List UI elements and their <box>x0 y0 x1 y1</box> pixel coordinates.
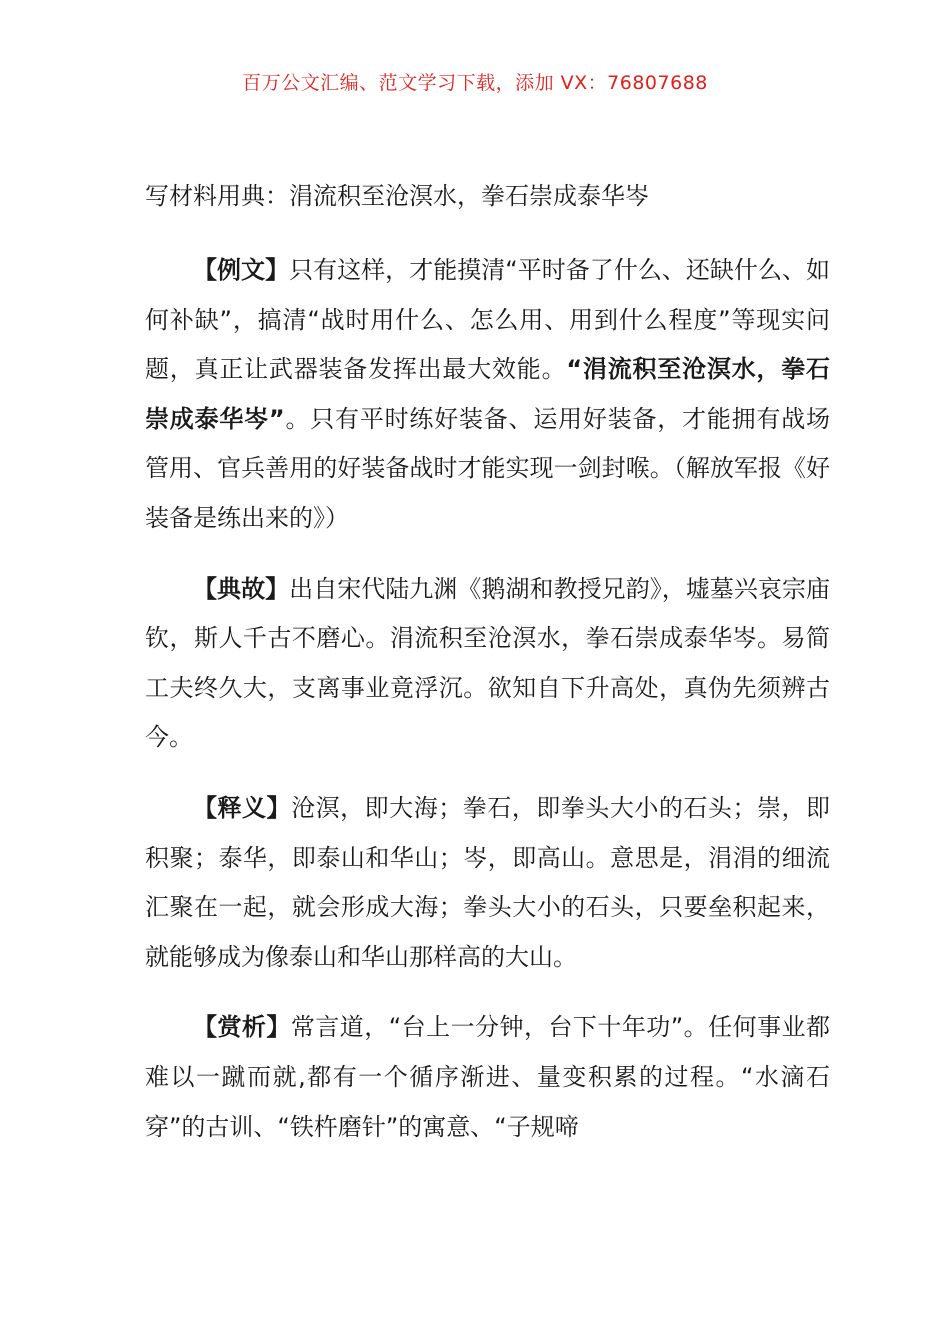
example-quote: “涓流积至沧溟水，拳石崇成泰华岑” <box>145 355 830 433</box>
meaning-text: 沧溟，即大海；拳石，即拳头大小的石头；崇，即积聚；泰华，即泰山和华山；岑，即高山。意思是，涓涓的细流汇聚在一起，就会形成大海；拳头大小的石头，只要垒积起来，就能够成为像泰山和华山那样高的大山。 <box>145 793 831 971</box>
document-body <box>145 176 830 1173</box>
example-paragraph <box>145 246 830 544</box>
meaning-tag: 【释义】 <box>193 793 292 822</box>
allusion-text: 出自宋代陆九渊《鹅湖和教授兄韵》，墟墓兴哀宗庙钦，斯人千古不磨心。涓流积至沧溟水，拳石崇成泰华岑。易简工夫终久大，支离事业竟浮沉。欲知自下升高处，真伪先须辨古今。 <box>145 574 831 752</box>
watermark-header: 百万公文汇编、范文学习下载，添加 VX：76807688 <box>242 72 708 94</box>
allusion-paragraph <box>145 565 830 763</box>
appreciation-paragraph <box>145 1003 830 1152</box>
example-text-post: 。只有平时练好装备、运用好装备，才能拥有战场管用、官兵善用的好装备战时才能实现一剑封喉。（解放军报《好装备是练出来的》） <box>145 404 830 532</box>
example-tag: 【例文】 <box>193 256 290 284</box>
document-title: 写材料用典：涓流积至沧溟水，拳石崇成泰华岑 <box>145 182 649 210</box>
appreciation-tag: 【赏析】 <box>193 1013 291 1042</box>
appreciation-text: 常言道，“台上一分钟，台下十年功”。任何事业都难以一蹴而就,都有一个循序渐进、量变积累的过程。“水滴石穿”的古训、“铁杵磨针”的寓意、“子规啼 <box>145 1013 831 1141</box>
allusion-tag: 【典故】 <box>193 574 290 603</box>
example-text-pre: 只有这样，才能摸清“平时备了什么、还缺什么、如何补缺”，搞清“战时用什么、怎么用、用到什么程度”等现实问题，真正让武器装备发挥出最大效能。 <box>145 256 831 384</box>
meaning-paragraph <box>145 784 830 982</box>
